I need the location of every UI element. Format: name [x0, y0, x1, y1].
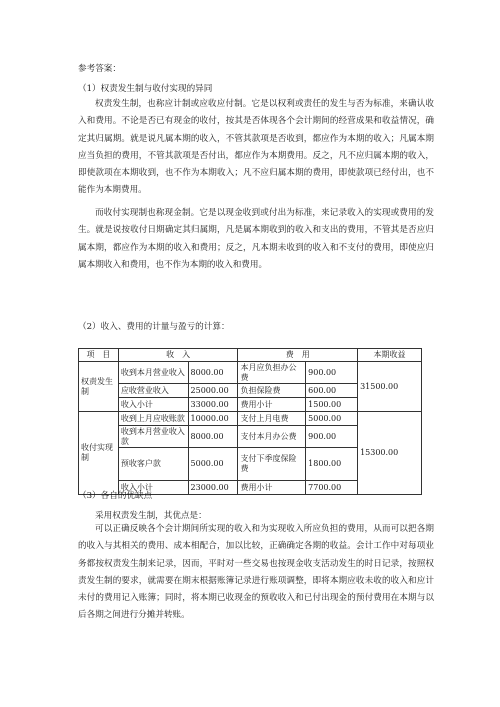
income-amount: 10000.00	[188, 412, 238, 426]
expense-label: 支付下季度保险费	[238, 448, 306, 481]
table-header-row	[79, 349, 422, 362]
income-amount: 25000.00	[188, 384, 238, 398]
header-profit: 本期收益	[358, 349, 422, 362]
income-label: 收到本月营业收入	[118, 362, 188, 384]
expense-amount: 7700.00	[306, 481, 358, 495]
expense-label: 费用小计	[238, 481, 306, 495]
expense-amount: 600.00	[306, 384, 358, 398]
profit-cash: 15300.00	[358, 412, 422, 495]
expense-amount: 900.00	[306, 362, 358, 384]
income-amount: 23000.00	[188, 481, 238, 495]
income-amount: 8000.00	[188, 362, 238, 384]
expense-label: 支付上月电费	[238, 412, 306, 426]
income-amount: 33000.00	[188, 398, 238, 412]
income-amount: 5000.00	[188, 448, 238, 481]
income-label: 收到本月营业收入款	[118, 426, 188, 448]
income-label: 预收客户款	[118, 448, 188, 481]
section3-subtitle: 采用权责发生制，其优点是：	[95, 511, 207, 521]
income-label: 收到上月应收账款	[118, 412, 188, 426]
expense-label: 负担保险费	[238, 384, 306, 398]
expense-amount: 1800.00	[306, 448, 358, 481]
income-label: 应收营业收入	[118, 384, 188, 398]
section3-title: （3）各自的优缺点	[78, 491, 153, 501]
section2-title: （2）收入、费用的计量与盈亏的计算：	[78, 322, 230, 332]
income-amount: 8000.00	[188, 426, 238, 448]
profit-accrual: 31500.00	[358, 362, 422, 412]
expense-label: 支付本月办公费	[238, 426, 306, 448]
answer-heading: 参考答案：	[78, 64, 121, 74]
section1-paragraph-cash: 而收付实现制也称现金制。它是以现金收到或付出为标准，来记录收入的实现或费用的发生。就是说按收付日期确定其归属期，凡是属本期收到的收入和支出的费用，不管其是否应归属本期，都应作为本期的收入和费用；反之，凡本期未收到的收入和不支付的费用，即使应归属本期收入和费用，也不作为本期的收入和费用。	[78, 208, 434, 270]
header-income: 收 入	[118, 349, 238, 362]
table-row	[79, 362, 422, 384]
header-item: 项 目	[79, 349, 119, 362]
income-label: 收入小计	[118, 481, 188, 495]
header-expense: 费 用	[238, 349, 358, 362]
section1-title: （1）权责发生制与收付实现的异同	[78, 84, 213, 94]
expense-amount: 5000.00	[306, 412, 358, 426]
expense-label: 本月应负担办公费	[238, 362, 306, 384]
table-row	[79, 412, 422, 426]
group-label-cash: 收付实现制	[79, 412, 119, 495]
expense-amount: 1500.00	[306, 398, 358, 412]
section1-paragraph-accrual: 权责发生制，也称应计制或应收应付制。它是以权利或责任的发生与否为标准，来确认收入和费用。不论是否已有现金的收付，按其是否体现各个会计期间的经营成果和收益情况，确定其归属期。就是说凡属本期的收入，不管其款项是否收到，都应作为本期的收入；凡属本期应当负担的费用，不管其款项是否付出，都应作为本期费用。反之，凡不应归属本期的收入，即使款项在本期收到，也不作为本期收入；凡不应归属本期的费用，即使款项已经付出，也不能作为本期费用。	[78, 99, 434, 196]
income-expense-table	[78, 348, 422, 495]
group-label-accrual: 权责发生制	[79, 362, 119, 412]
expense-label: 费用小计	[238, 398, 306, 412]
income-label: 收入小计	[118, 398, 188, 412]
expense-amount: 900.00	[306, 426, 358, 448]
section3-paragraph: 可以正确反映各个会计期间所实现的收入和为实现收入所应负担的费用，从而可以把各期的收入与其相关的费用、成本相配合，加以比较，正确确定各期的收益。会计工作中对每项业务都按权责发生制来记录，因而，平时对一些交易也按现金收支活动发生的时日记录，按照权责发生制的要求，就需要在期末根据账簿记录进行账项调整，即将本期应收未收的收入和应计未付的费用记入账簿；同时，将本期已收现金的预收收入和已付出现金的预付费用在本期与以后各期之间进行分摊并转账。	[78, 524, 434, 621]
